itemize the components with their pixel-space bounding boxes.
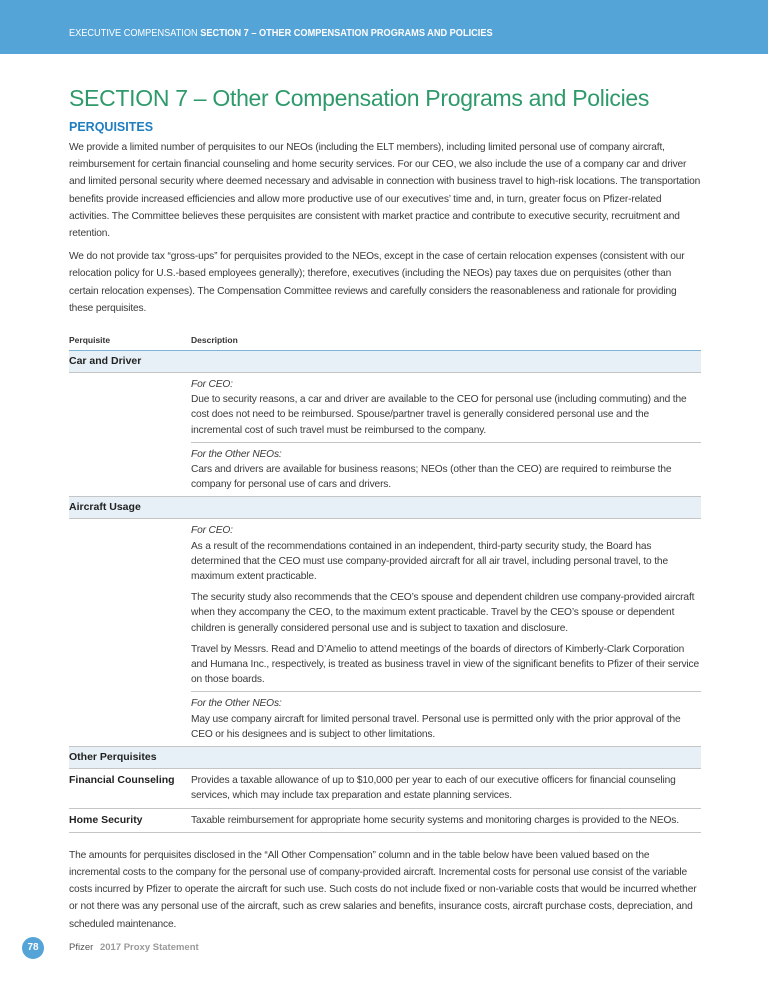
column-header-perquisite: Perquisite	[69, 334, 191, 351]
table-row	[69, 442, 701, 497]
intro-paragraph: We do not provide tax “gross-ups” for perquisites provided to the NEOs, except in the case of certain relocation expenses (consistent with our relocation policy for U.S.-based employees generally); therefore, executives (including the NEOs) pay taxes due on perquisites (other than certain relocation expenses). The Compensation Committee reviews and carefully considers the reasonableness and rationale for providing these perquisites.	[69, 251, 685, 314]
description-text: May use company aircraft for limited personal travel. Personal use is permitted only with the prior approval of the CEO or his designees and is subject to other limitations.	[191, 713, 681, 740]
perquisite-label: Home Security	[69, 808, 191, 832]
header-bar	[0, 0, 768, 54]
description-cell	[191, 519, 701, 692]
table-row	[69, 692, 701, 747]
description-text: The security study also recommends that the CEO’s spouse and dependent children use company-provided aircraft when they accompany the CEO, to the maximum extent practicable. Travel by the CEO’s spouse or dependent children is generally considered personal use and is subject to taxation and disclosure.	[191, 592, 695, 634]
intro-paragraph: We provide a limited number of perquisites to our NEOs (including the ELT members), including limited personal use of company aircraft, reimbursement for certain financial counseling and home security services. For our CEO, we also include the use of a company car and driver and limited personal security where deemed necessary and advisable in connection with business travel to high-risk locations. The transportation benefits provide increased efficiencies and allow more productive use of our executives’ time and, in turn, greater focus on Pfizer-related activities. The Committee believes these perquisites are consistent with market practice and contribute to executive security, recruitment and retention.	[69, 142, 701, 240]
closing-paragraph: The amounts for perquisites disclosed in the “All Other Compensation” column and in the table below have been valued based on the incremental costs to the company for the personal use of company-provided aircraft. Incremental costs for personal use consist of the variable costs incurred by Pfizer to operate the aircraft for such use. Such costs do not include fixed or non-variable costs that would be incurred whether or not there was any personal use of the aircraft, such as crew salaries and benefits, insurance costs, aircraft purchase costs, depreciation, and scheduled maintenance.	[69, 849, 697, 930]
for-other-neos-label: For the Other NEOs:	[191, 448, 282, 460]
category-label: Car and Driver	[69, 351, 701, 373]
footer-brand: Pfizer	[69, 942, 94, 953]
perquisite-label: Financial Counseling	[69, 769, 191, 808]
running-header	[69, 28, 493, 39]
description-text: Taxable reimbursement for appropriate home security systems and monitoring charges is provided to the NEOs.	[191, 808, 701, 832]
for-ceo-label: For CEO:	[191, 525, 233, 537]
for-ceo-label: For CEO:	[191, 379, 233, 391]
description-text: Due to security reasons, a car and driver are available to the CEO for personal use (including commuting) and the cost does not need to be reimbursed. Spouse/partner travel is generally considered personal use and the incremental cost of such travel must be reimbursed to the company.	[191, 394, 687, 436]
description-text: Travel by Messrs. Read and D’Amelio to attend meetings of the boards of directors of Kimberly-Clark Corporation and Humana Inc., respectively, is treated as business travel in view of the significant benefits to Pfizer of their service on those boards.	[191, 643, 699, 686]
subheading-perquisites: PERQUISITES	[69, 120, 154, 134]
table-header-row	[69, 334, 701, 351]
category-row-car-and-driver	[69, 351, 701, 373]
description-text: Cars and drivers are available for business reasons; NEOs (other than the CEO) are required to reimburse the company for personal use of cars and drivers.	[191, 464, 672, 491]
table-row	[69, 769, 701, 808]
header-section-prefix: EXECUTIVE COMPENSATION	[69, 28, 198, 39]
table-row	[69, 519, 701, 692]
page-title: SECTION 7 – Other Compensation Programs and Policies	[69, 85, 650, 111]
category-row-other-perquisites	[69, 747, 701, 769]
description-cell	[191, 442, 701, 497]
category-label: Aircraft Usage	[69, 497, 701, 519]
category-label: Other Perquisites	[69, 747, 701, 769]
footer-document-title: 2017 Proxy Statement	[99, 942, 199, 953]
category-row-aircraft-usage	[69, 497, 701, 519]
page-number-badge: 78	[22, 937, 44, 959]
main-content	[69, 84, 701, 933]
for-other-neos-label: For the Other NEOs:	[191, 698, 282, 710]
column-header-description: Description	[191, 334, 701, 351]
perquisites-table	[69, 334, 701, 833]
description-cell	[191, 373, 701, 443]
description-text: As a result of the recommendations contained in an independent, third-party security study, the Board has determined that the CEO must use company-provided aircraft for all air travel, including personal travel, to the maximum extent practicable.	[191, 540, 668, 583]
table-row	[69, 808, 701, 832]
header-section-title: SECTION 7 – OTHER COMPENSATION PROGRAMS AND POLICIES	[200, 28, 493, 39]
description-text: Provides a taxable allowance of up to $10,000 per year to each of our executive officers for financial counseling services, which may include tax preparation and estate planning services.	[191, 769, 701, 808]
table-row	[69, 373, 701, 443]
footer-text	[69, 942, 199, 953]
description-cell	[191, 692, 701, 747]
